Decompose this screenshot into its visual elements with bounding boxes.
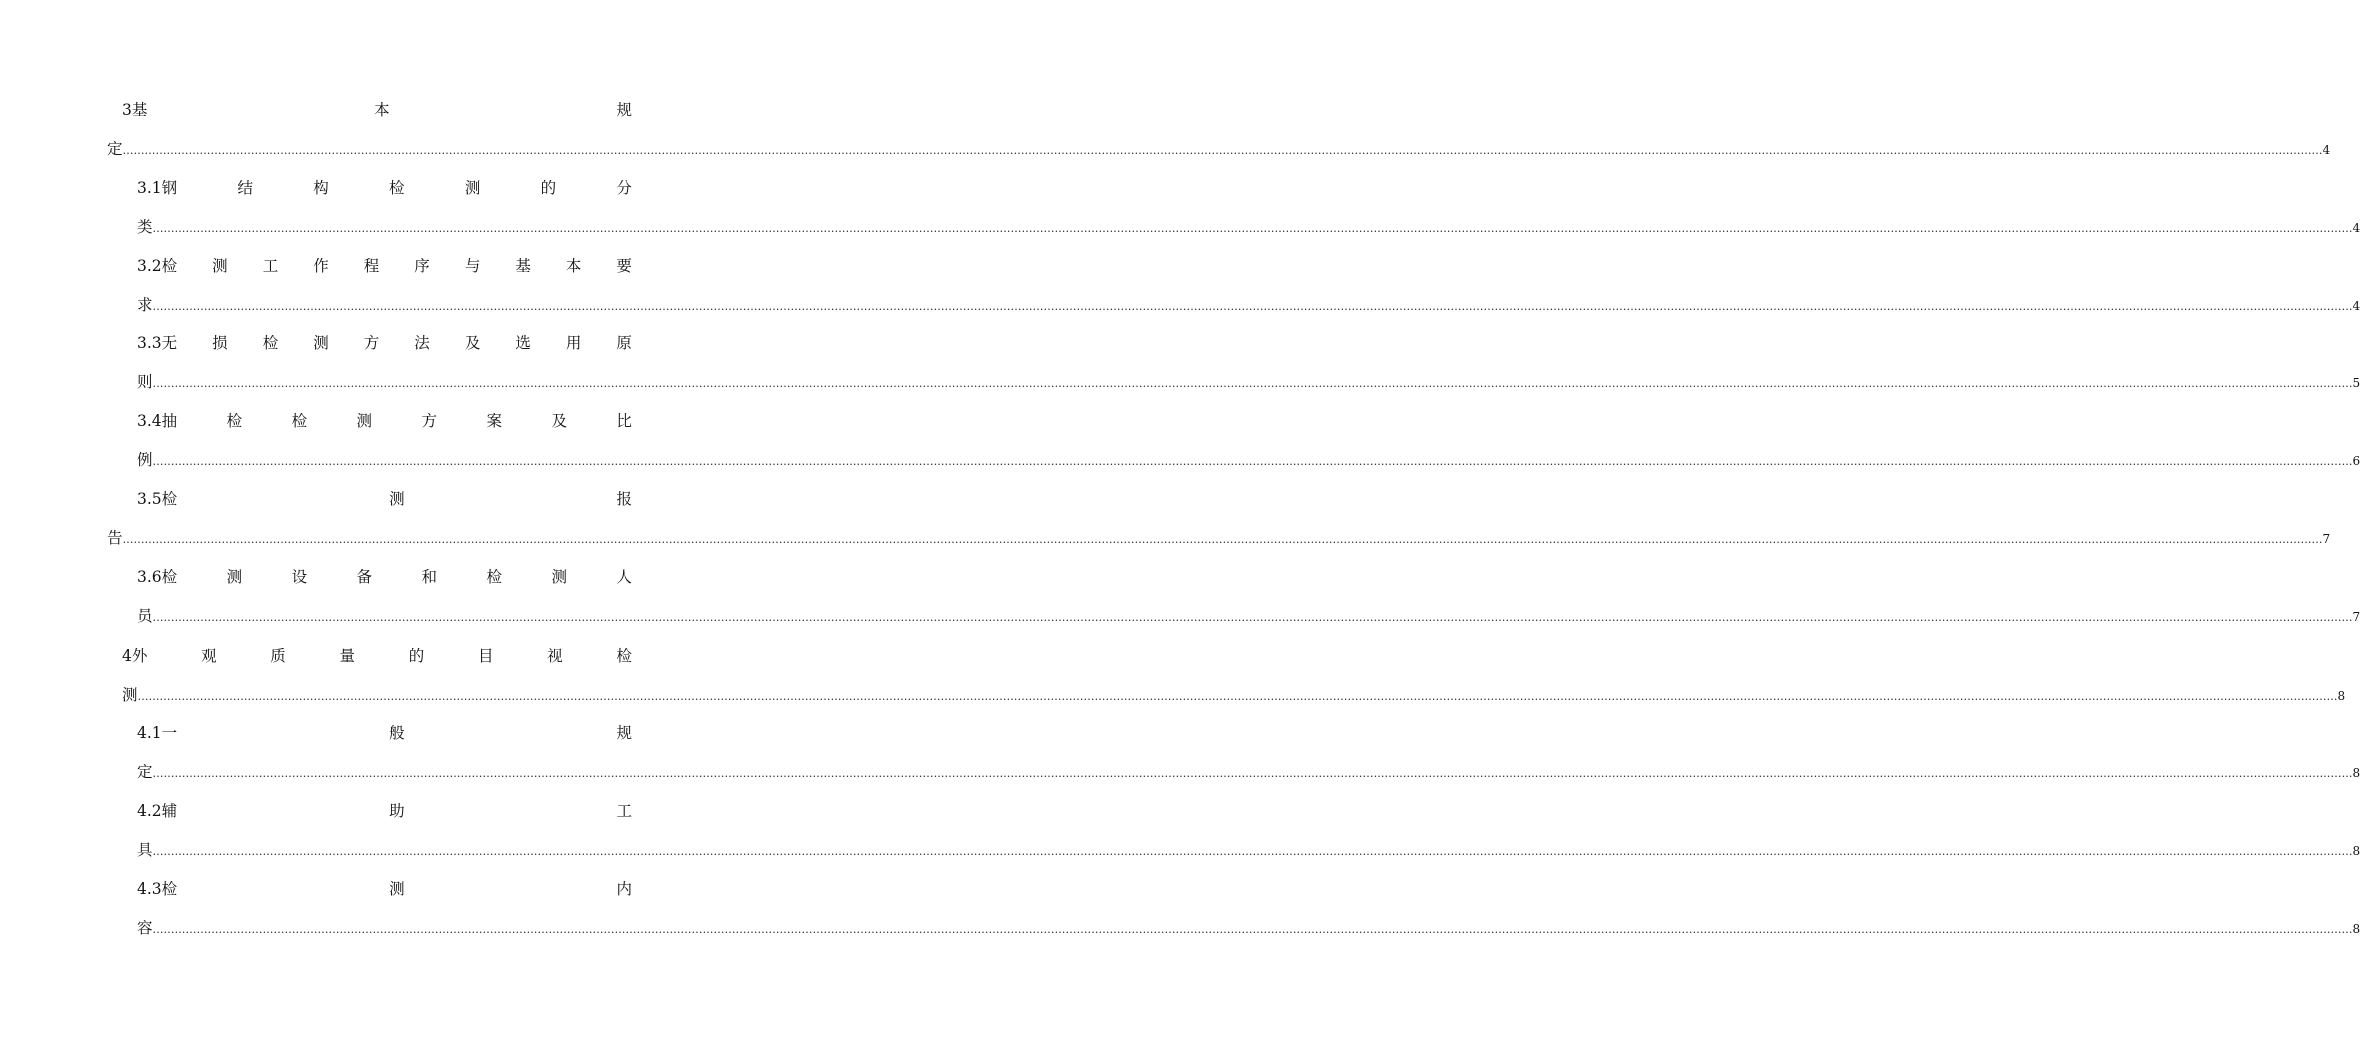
dot-leader: …………………………………………………………………………………………………………………………………………………………………………………………………………………………………………………………………………………………………………………………………………………………………………………………………………………………………………………………………………………………………………………………………………………… bbox=[152, 377, 2353, 390]
toc-title-char: 观 bbox=[201, 647, 217, 665]
dot-leader: …………………………………………………………………………………………………………………………………………………………………………………………………………………………………………………………………………………………………………………………………………………………………………………………………………………………………………………………………………………………………………………………………………………… bbox=[152, 767, 2353, 780]
toc-title-char: 要 bbox=[616, 257, 632, 275]
toc-title-char: 及 bbox=[464, 334, 481, 352]
toc-title-char: 3.3无 bbox=[137, 334, 178, 352]
toc-entry-title bbox=[137, 256, 632, 276]
toc-title-tail: 测 bbox=[122, 686, 138, 704]
toc-title-char: 和 bbox=[421, 568, 438, 586]
page-number: 8 bbox=[2337, 689, 2346, 703]
toc-title-char: 工 bbox=[262, 257, 279, 275]
toc-entry-leader[interactable] bbox=[137, 840, 2360, 860]
toc-title-char: 规 bbox=[616, 724, 632, 742]
toc-entry-leader[interactable] bbox=[107, 528, 2331, 548]
toc-title-tail: 求 bbox=[137, 296, 153, 314]
toc-entry-leader[interactable] bbox=[107, 139, 2331, 159]
dot-leader: …………………………………………………………………………………………………………………………………………………………………………………………………………………………………………………………………………………………………………………………………………………………………………………………………………………………………………………………………………………………………………………………………………………… bbox=[152, 611, 2353, 624]
toc-entry-leader[interactable] bbox=[137, 450, 2360, 470]
toc-title-char: 备 bbox=[356, 568, 373, 586]
page-number: 4 bbox=[2352, 299, 2360, 313]
toc-title-char: 4.2辅 bbox=[137, 802, 178, 820]
toc-title-char: 检 bbox=[262, 334, 279, 352]
toc-title-char: 检 bbox=[616, 647, 632, 665]
toc-title-tail: 员 bbox=[137, 607, 153, 625]
toc-title-char: 结 bbox=[237, 179, 253, 197]
toc-entry-title bbox=[137, 411, 632, 431]
toc-title-char: 程 bbox=[363, 257, 380, 275]
toc-title-char: 3.6检 bbox=[137, 568, 178, 586]
toc-title-char: 检 bbox=[389, 179, 405, 197]
toc-title-tail: 告 bbox=[107, 529, 123, 547]
toc-entry-title bbox=[122, 100, 632, 120]
dot-leader: …………………………………………………………………………………………………………………………………………………………………………………………………………………………………………………………………………………………………………………………………………………………………………………………………………………………………………………………………………………………………………………………………………………… bbox=[137, 690, 2338, 703]
dot-leader: …………………………………………………………………………………………………………………………………………………………………………………………………………………………………………………………………………………………………………………………………………………………………………………………………………………………………………………………………………………………………………………………………………………… bbox=[152, 845, 2353, 858]
dot-leader: …………………………………………………………………………………………………………………………………………………………………………………………………………………………………………………………………………………………………………………………………………………………………………………………………………………………………………………………………………………………………………………………………………………… bbox=[152, 455, 2353, 468]
toc-title-char: 测 bbox=[212, 257, 228, 275]
toc-title-tail: 类 bbox=[137, 218, 153, 236]
toc-title-char: 的 bbox=[408, 647, 425, 665]
toc-title-char: 检 bbox=[486, 568, 502, 586]
toc-title-char: 质 bbox=[270, 647, 286, 665]
toc-title-char: 选 bbox=[515, 334, 531, 352]
toc-title-char: 作 bbox=[313, 257, 329, 275]
toc-title-char: 测 bbox=[389, 490, 405, 508]
toc-entry-leader[interactable] bbox=[137, 217, 2360, 237]
toc-title-char: 3.1钢 bbox=[137, 179, 178, 197]
toc-entry-title bbox=[137, 879, 632, 899]
page-number: 6 bbox=[2352, 454, 2360, 468]
page-number: 4 bbox=[2352, 221, 2360, 235]
toc-entry-leader[interactable] bbox=[137, 606, 2360, 626]
toc-title-char: 内 bbox=[616, 880, 632, 898]
toc-title-char: 测 bbox=[226, 568, 243, 586]
toc-title-char: 测 bbox=[551, 568, 567, 586]
page-number: 4 bbox=[2322, 143, 2331, 157]
toc-title-char: 本 bbox=[565, 257, 582, 275]
toc-title-char: 损 bbox=[212, 334, 228, 352]
toc-title-char: 3.5检 bbox=[137, 490, 178, 508]
toc-title-char: 比 bbox=[616, 412, 632, 430]
page-number: 7 bbox=[2322, 532, 2331, 546]
toc-title-char: 基 bbox=[515, 257, 531, 275]
toc-title-char: 及 bbox=[551, 412, 567, 430]
toc-title-char: 规 bbox=[616, 101, 632, 119]
toc-title-char: 助 bbox=[389, 802, 405, 820]
toc-entry-leader[interactable] bbox=[137, 372, 2360, 392]
toc-entry-leader[interactable] bbox=[137, 762, 2360, 782]
toc-title-char: 人 bbox=[616, 568, 632, 586]
toc-title-char: 工 bbox=[616, 802, 632, 820]
dot-leader: …………………………………………………………………………………………………………………………………………………………………………………………………………………………………………………………………………………………………………………………………………………………………………………………………………………………………………………………………………………………………………………………………………………… bbox=[152, 222, 2353, 235]
toc-entry-leader[interactable] bbox=[137, 918, 2360, 938]
toc-title-char: 4外 bbox=[122, 647, 148, 665]
toc-title-char: 序 bbox=[414, 257, 430, 275]
toc-title-tail: 具 bbox=[137, 841, 153, 859]
dot-leader: …………………………………………………………………………………………………………………………………………………………………………………………………………………………………………………………………………………………………………………………………………………………………………………………………………………………………………………………………………………………………………………………………………………… bbox=[122, 144, 2323, 157]
toc-title-char: 般 bbox=[389, 724, 405, 742]
toc-title-char: 4.3检 bbox=[137, 880, 178, 898]
toc-title-tail: 例 bbox=[137, 451, 153, 469]
toc-title-char: 本 bbox=[374, 101, 390, 119]
toc-entry-title bbox=[137, 801, 632, 821]
toc-title-char: 用 bbox=[565, 334, 582, 352]
toc-title-char: 原 bbox=[616, 334, 632, 352]
toc-entry-title bbox=[137, 567, 632, 587]
page-number: 8 bbox=[2352, 766, 2360, 780]
toc-entry-title bbox=[137, 723, 632, 743]
toc-title-char: 的 bbox=[540, 179, 557, 197]
toc-title-tail: 则 bbox=[137, 373, 153, 391]
toc-title-char: 3基 bbox=[122, 101, 148, 119]
toc-title-char: 法 bbox=[414, 334, 430, 352]
toc-title-char: 检 bbox=[226, 412, 243, 430]
toc-title-char: 分 bbox=[616, 179, 632, 197]
toc-title-char: 视 bbox=[547, 647, 563, 665]
page-number: 7 bbox=[2352, 610, 2360, 624]
toc-title-char: 方 bbox=[363, 334, 380, 352]
toc-title-char: 3.4抽 bbox=[137, 412, 178, 430]
toc-title-char: 报 bbox=[616, 490, 632, 508]
dot-leader: …………………………………………………………………………………………………………………………………………………………………………………………………………………………………………………………………………………………………………………………………………………………………………………………………………………………………………………………………………………………………………………………………………………… bbox=[152, 923, 2353, 936]
toc-title-tail: 容 bbox=[137, 919, 153, 937]
toc-title-char: 方 bbox=[421, 412, 438, 430]
toc-title-char: 检 bbox=[291, 412, 308, 430]
toc-title-char: 3.2检 bbox=[137, 257, 178, 275]
toc-entry-title bbox=[137, 333, 632, 353]
toc-entry-leader[interactable] bbox=[122, 685, 2346, 705]
toc-title-tail: 定 bbox=[137, 763, 153, 781]
page-number: 8 bbox=[2352, 844, 2360, 858]
toc-title-char: 与 bbox=[464, 257, 481, 275]
toc-title-char: 测 bbox=[389, 880, 405, 898]
page-number: 8 bbox=[2352, 922, 2360, 936]
dot-leader: …………………………………………………………………………………………………………………………………………………………………………………………………………………………………………………………………………………………………………………………………………………………………………………………………………………………………………………………………………………………………………………………………………………… bbox=[152, 300, 2353, 313]
toc-title-char: 案 bbox=[486, 412, 502, 430]
toc-entry-title bbox=[137, 178, 632, 198]
toc-title-char: 设 bbox=[291, 568, 308, 586]
toc-title-char: 构 bbox=[313, 179, 329, 197]
page-number: 5 bbox=[2352, 376, 2360, 390]
toc-title-char: 测 bbox=[356, 412, 373, 430]
dot-leader: …………………………………………………………………………………………………………………………………………………………………………………………………………………………………………………………………………………………………………………………………………………………………………………………………………………………………………………………………………………………………………………………………………………… bbox=[122, 533, 2323, 546]
toc-title-char: 目 bbox=[477, 647, 494, 665]
toc-entry-leader[interactable] bbox=[137, 295, 2360, 315]
toc-title-char: 测 bbox=[464, 179, 481, 197]
toc-title-char: 量 bbox=[339, 647, 356, 665]
toc-entry-title bbox=[122, 646, 632, 666]
toc-entry-title bbox=[137, 489, 632, 509]
toc-title-char: 4.1一 bbox=[137, 724, 178, 742]
toc-title-tail: 定 bbox=[107, 140, 123, 158]
toc-title-char: 测 bbox=[313, 334, 329, 352]
